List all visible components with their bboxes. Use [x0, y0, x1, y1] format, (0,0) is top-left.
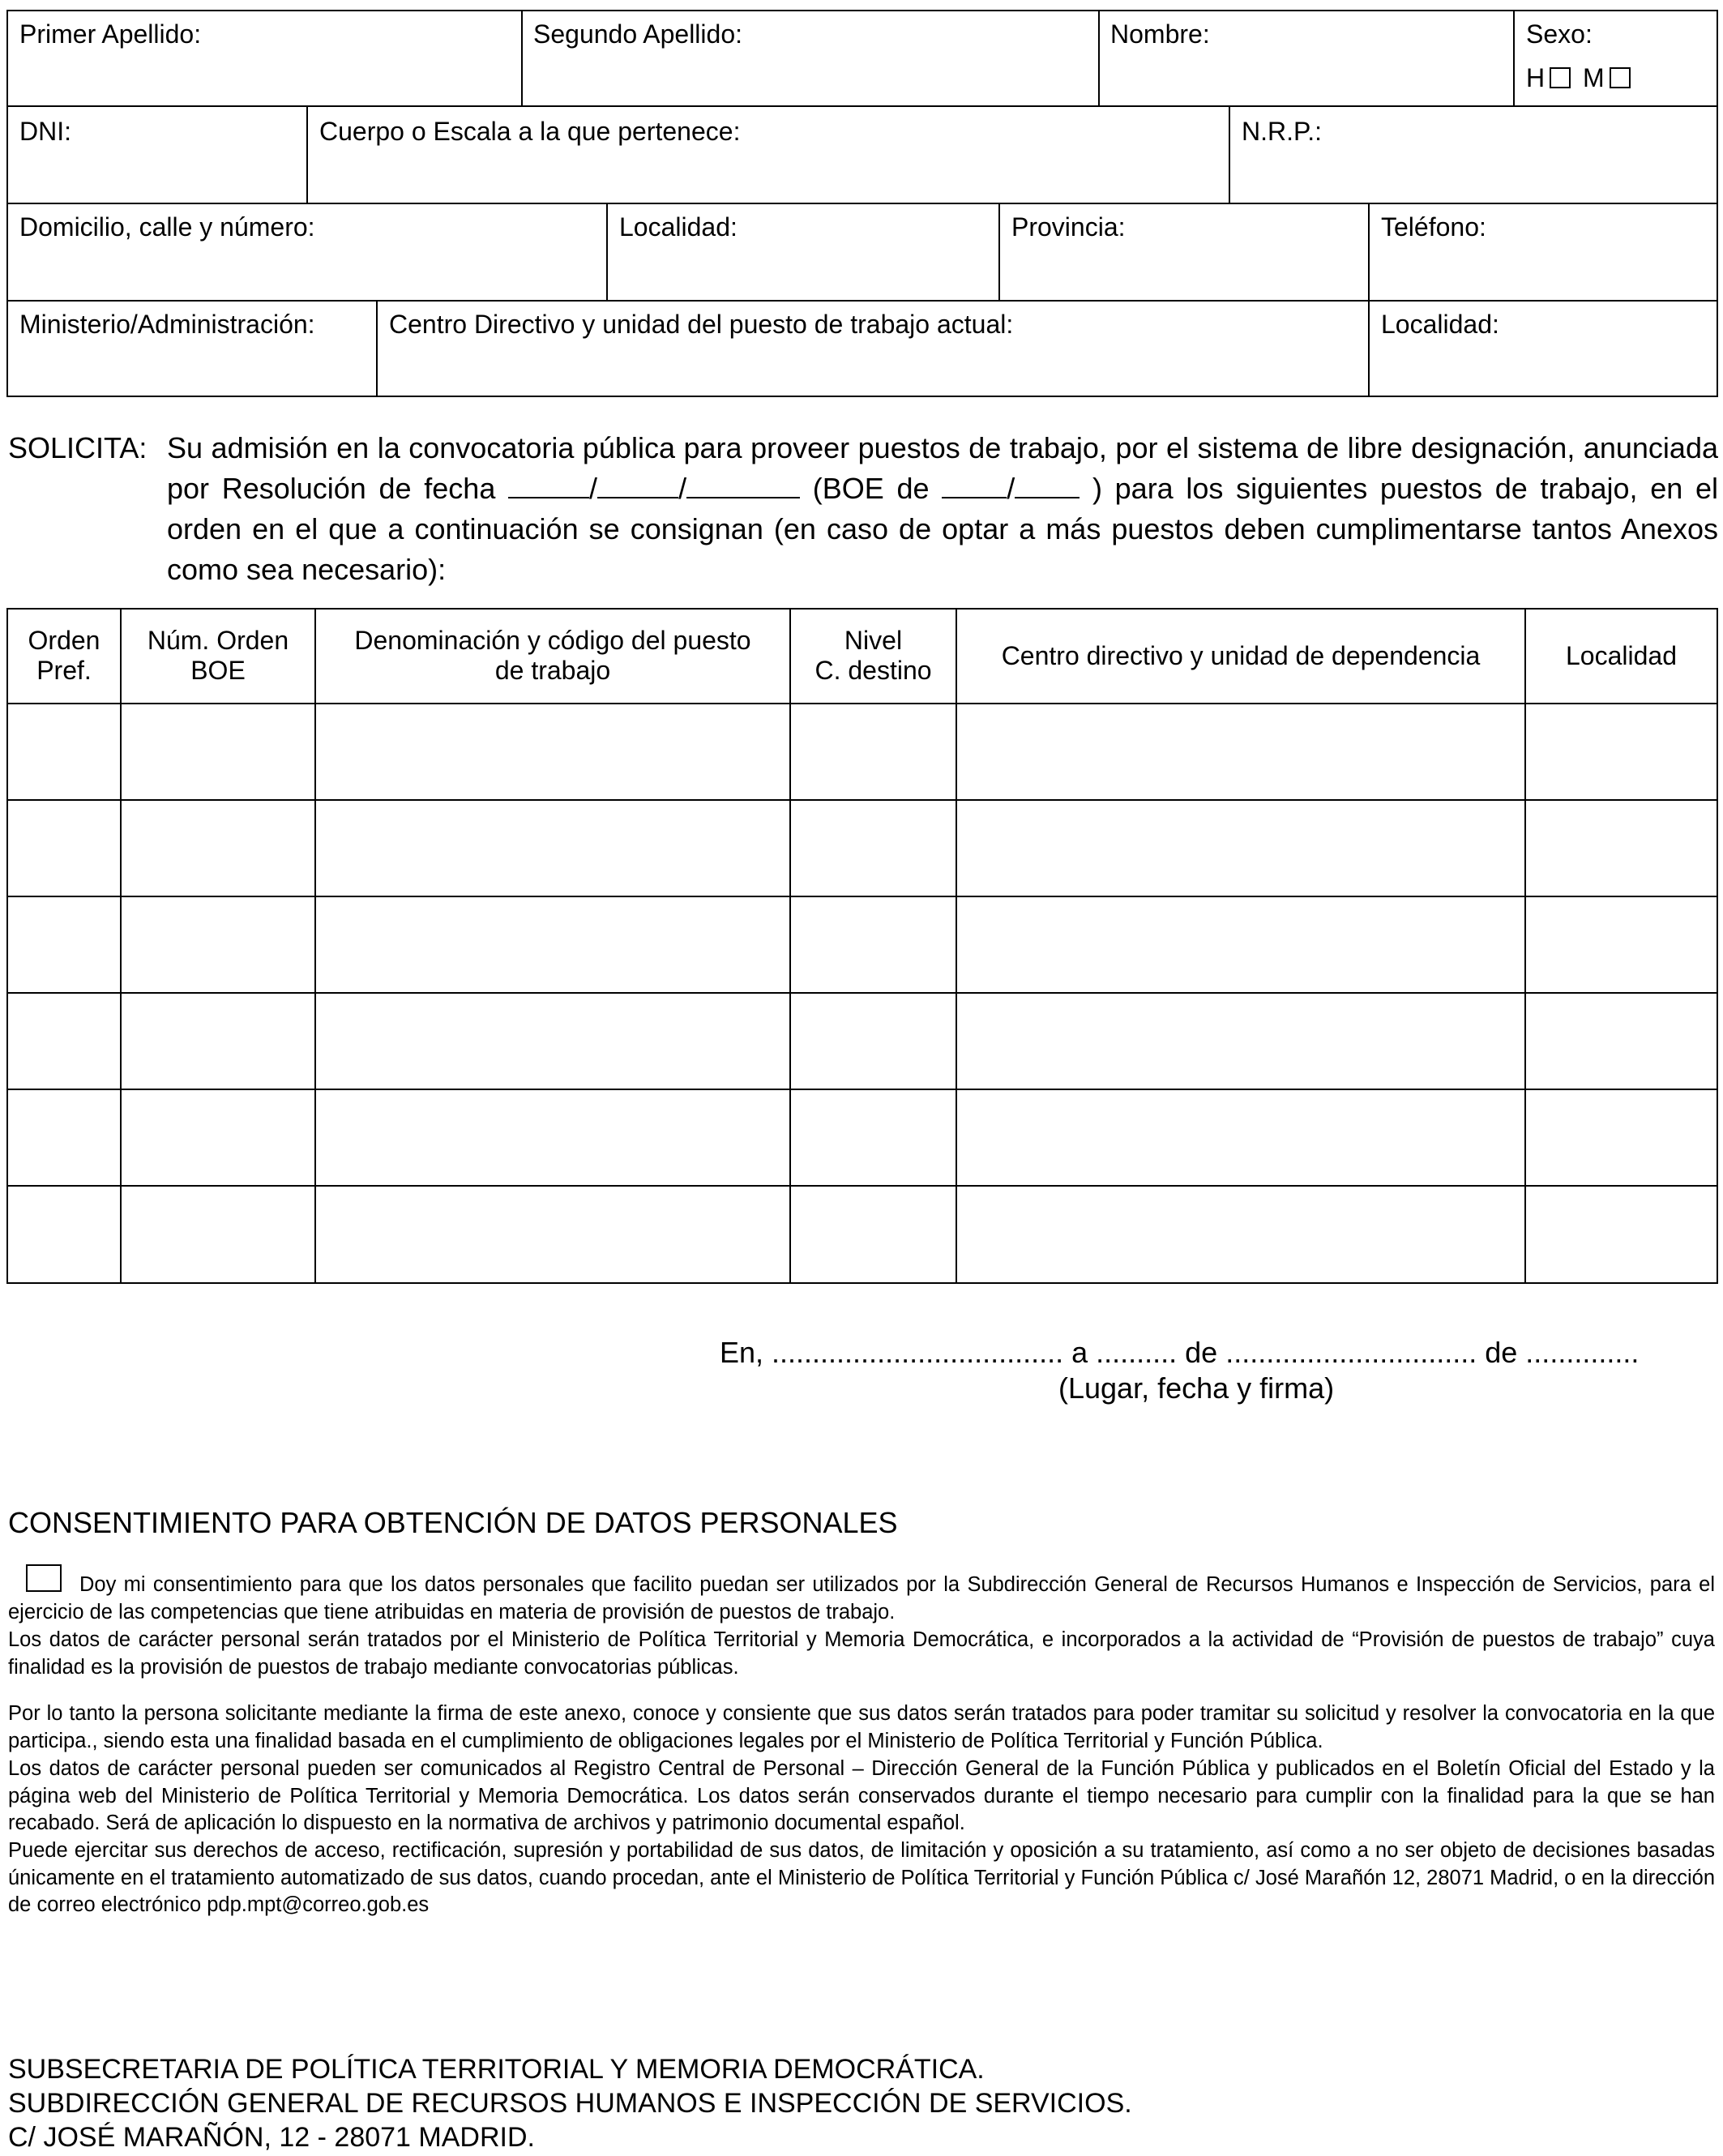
boe-dia-blank[interactable] — [942, 473, 1007, 498]
boe-label: (BOE de — [812, 472, 930, 505]
fecha-dia-blank[interactable] — [508, 473, 589, 498]
nrp-field[interactable]: N.R.P.: — [1242, 117, 1322, 146]
boe-mes-blank[interactable] — [1015, 473, 1080, 498]
sexo-h-label: H — [1526, 63, 1546, 92]
col-divider — [1229, 105, 1230, 203]
solicita-text-2: ) para los siguientes puestos de trabajo, en el orden en el que a continuación se consignan (en caso de optar a más puestos deben cumplimentarse tantos Anexos como sea necesario): — [167, 472, 1718, 586]
col-divider — [789, 608, 791, 1284]
consent-paragraph-1: Doy mi consentimiento para que los datos personales que facilito puedan ser utilizados por la Subdirección General de Recursos Humanos e Inspección de Servicios, para el ejercicio de las competencias que tiene atribuidas en materia de provisión de puestos de trabajo. — [8, 1573, 1715, 1623]
header-text: Núm. Orden — [147, 626, 289, 655]
slash: / — [678, 472, 687, 505]
footer-address — [8, 2052, 1132, 2154]
solicita-text-1: Su admisión en la convocatoria pública para proveer puestos de trabajo, por el sistema de libre designación, anunciada por Resolución de fecha — [167, 431, 1718, 505]
localidad-field[interactable]: Localidad: — [619, 212, 738, 242]
segundo-apellido-field[interactable]: Segundo Apellido: — [533, 19, 742, 49]
sexo-m-label: M — [1583, 63, 1605, 92]
header-text: Pref. — [36, 656, 92, 685]
footer-line-3: C/ JOSÉ MARAÑÓN, 12 - 28071 MADRID. — [8, 2122, 535, 2153]
dni-field[interactable]: DNI: — [19, 117, 71, 146]
consent-paragraph-2: Los datos de carácter personal serán tratados por el Ministerio de Política Territorial y Memoria Democrática, e incorporados a la actividad de “Provisión de puestos de trabajo” cuya finalidad es la provisión de puestos de trabajo mediante convocatorias públicas. — [8, 1628, 1715, 1679]
consent-paragraph-3: Por lo tanto la persona solicitante mediante la firma de este anexo, conoce y consiente que sus datos serán tratados para poder tramitar su solicitud y resolver la convocatoria en la que participa., siendo esta una finalidad basada en el cumplimiento de obligaciones legales por el Ministerio de Política Territorial y Función Pública. — [8, 1702, 1715, 1752]
header-text: BOE — [190, 656, 246, 685]
col-divider — [1524, 608, 1526, 1284]
col-divider — [1368, 203, 1370, 301]
consent-title: CONSENTIMIENTO PARA OBTENCIÓN DE DATOS PERSONALES — [8, 1506, 898, 1539]
col-divider — [606, 203, 608, 301]
header-text: C. destino — [814, 656, 932, 685]
row-divider — [6, 105, 1718, 107]
header-text: Centro directivo y unidad de dependencia — [1001, 640, 1481, 670]
row-divider — [6, 896, 1718, 897]
localidad-actual-field[interactable]: Localidad: — [1381, 310, 1499, 339]
sexo-options — [1526, 63, 1635, 93]
col-header-localidad — [1526, 608, 1717, 704]
row-divider — [6, 1089, 1718, 1090]
col-divider — [521, 10, 523, 106]
sexo-h-checkbox[interactable] — [1550, 67, 1571, 88]
fecha-mes-blank[interactable] — [597, 473, 678, 498]
header-text: Orden — [28, 626, 100, 655]
col-header-nivel — [791, 608, 956, 704]
sexo-m-checkbox[interactable] — [1610, 67, 1631, 88]
solicita-paragraph — [8, 428, 1718, 590]
domicilio-field[interactable]: Domicilio, calle y número: — [19, 212, 315, 242]
header-text: Nivel — [844, 626, 903, 655]
slash: / — [1007, 472, 1015, 505]
table-border — [6, 608, 1718, 1284]
col-divider — [314, 608, 316, 1284]
header-text: Denominación y código del puesto — [354, 626, 751, 655]
centro-directivo-field[interactable]: Centro Directivo y unidad del puesto de trabajo actual: — [389, 310, 1014, 339]
row-divider — [6, 300, 1718, 302]
ministerio-field[interactable]: Ministerio/Administración: — [19, 310, 315, 339]
row-divider — [6, 1185, 1718, 1187]
row-divider — [6, 992, 1718, 994]
provincia-field[interactable]: Provincia: — [1011, 212, 1126, 242]
sexo-label: Sexo: — [1526, 19, 1593, 49]
col-header-num-orden — [122, 608, 314, 704]
telefono-field[interactable]: Teléfono: — [1381, 212, 1486, 242]
col-divider — [956, 608, 957, 1284]
header-text: Localidad — [1566, 640, 1677, 670]
consent-paragraph-5: Puede ejercitar sus derechos de acceso, rectificación, supresión y portabilidad de sus datos, de limitación y oposición a su tratamiento, así como a no ser objeto de decisiones basadas únicamente en el tratamiento automatizado de sus datos, cuando procedan, ante el Ministerio de Política Territorial y Función Pública c/ José Marañón 12, 28071 Madrid, o en la dirección de correo electrónico pdp.mpt@correo.gob.es — [8, 1839, 1715, 1916]
slash: / — [589, 472, 598, 505]
col-header-centro — [957, 608, 1524, 704]
row-divider — [6, 799, 1718, 801]
header-text: de trabajo — [494, 656, 611, 685]
footer-line-1: SUBSECRETARIA DE POLÍTICA TERRITORIAL Y MEMORIA DEMOCRÁTICA. — [8, 2054, 985, 2085]
col-divider — [998, 203, 1000, 301]
col-header-orden-pref — [8, 608, 120, 704]
col-divider — [120, 608, 122, 1284]
nombre-field[interactable]: Nombre: — [1110, 19, 1210, 49]
lugar-fecha-caption: (Lugar, fecha y firma) — [1058, 1371, 1335, 1405]
col-divider — [376, 300, 378, 397]
primer-apellido-field[interactable]: Primer Apellido: — [19, 19, 202, 49]
col-divider — [1098, 10, 1100, 106]
col-divider — [1368, 300, 1370, 397]
consent-paragraph-4: Los datos de carácter personal pueden ser comunicados al Registro Central de Personal – Dirección General de la Función Pública y publicados en el Boletín Oficial del Estado y la página web del Ministerio de Política Territorial y Memoria Democrática. Los datos serán conservados durante el tiempo necesario para cumplir con la finalidad para la que se han recabado. Será de aplicación lo dispuesto en la normativa de archivos y patrimonio documental español. — [8, 1757, 1715, 1834]
solicita-label: SOLICITA: — [8, 431, 148, 464]
col-header-denominacion — [316, 608, 789, 704]
cuerpo-field[interactable]: Cuerpo o Escala a la que pertenece: — [319, 117, 741, 146]
lugar-fecha-line[interactable]: En, .................................... a .......... de ............................... de .............. — [720, 1336, 1640, 1369]
col-divider — [1513, 10, 1515, 106]
fecha-anio-blank[interactable] — [686, 473, 800, 498]
row-divider — [6, 203, 1718, 204]
footer-line-2: SUBDIRECCIÓN GENERAL DE RECURSOS HUMANOS E INSPECCIÓN DE SERVICIOS. — [8, 2088, 1132, 2119]
col-divider — [306, 105, 308, 203]
